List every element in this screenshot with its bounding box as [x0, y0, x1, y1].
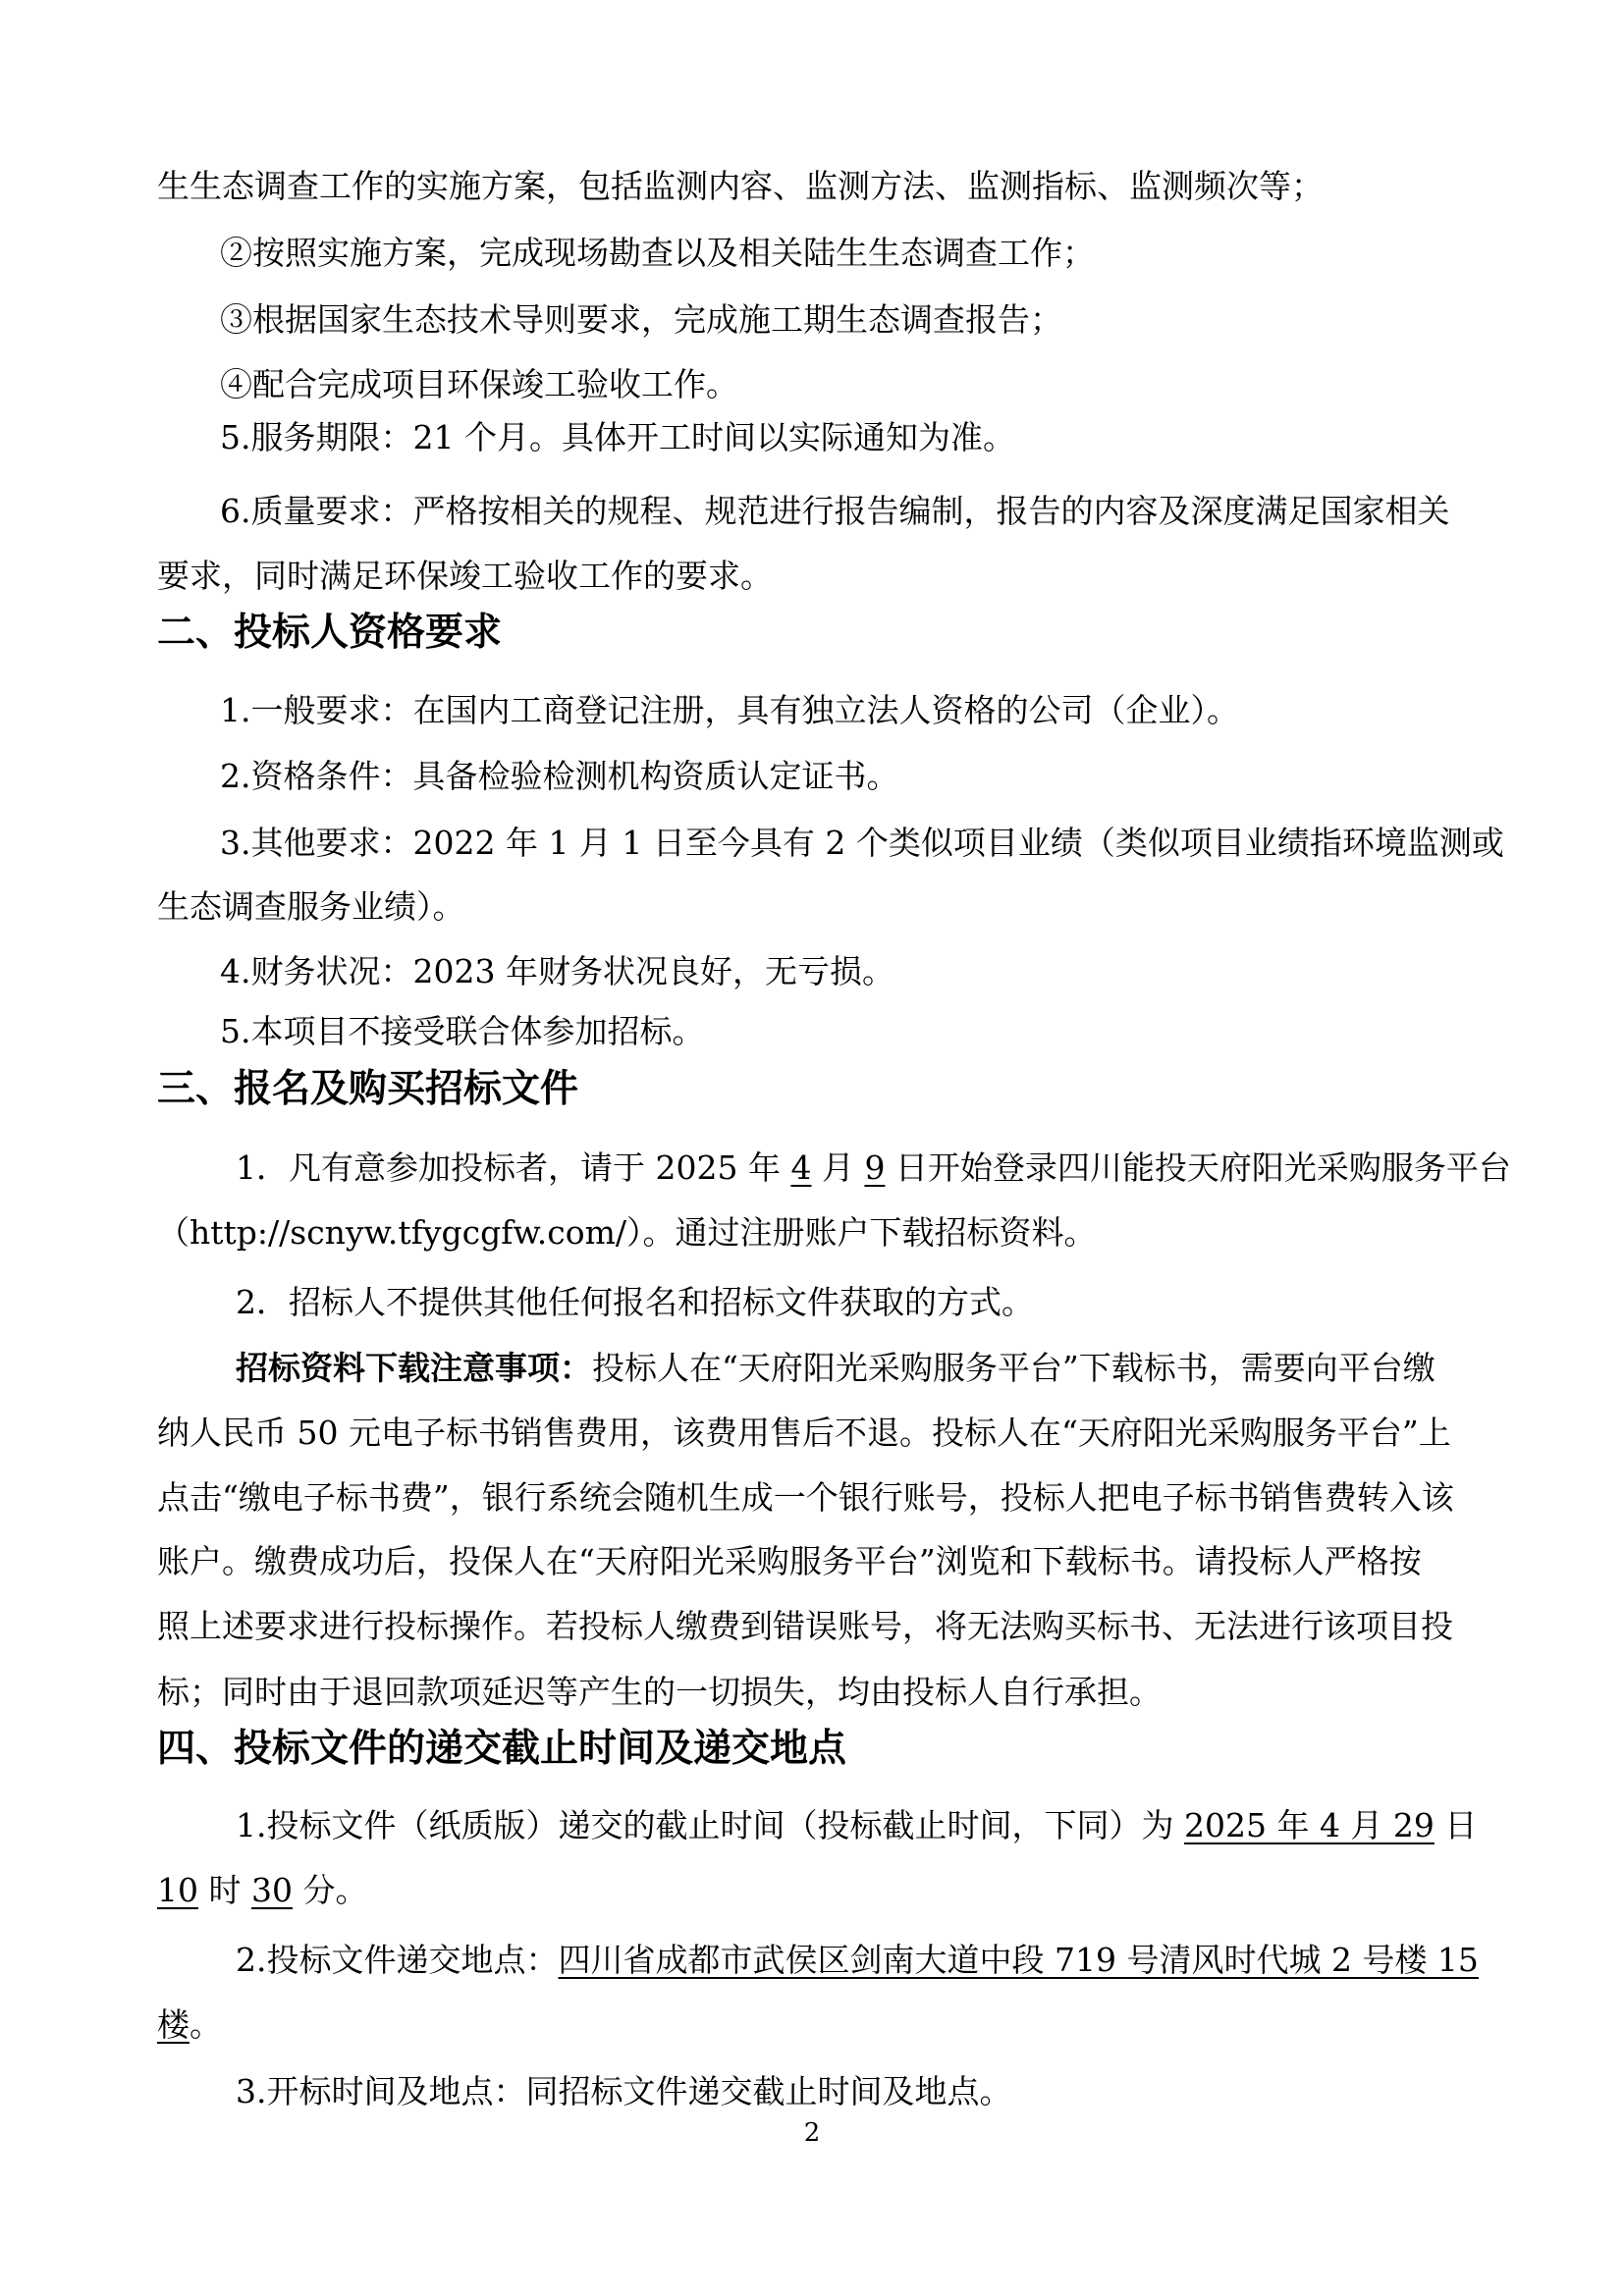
submission-location-address-end: 楼 — [157, 2005, 189, 2044]
registration-day: 9 — [864, 1148, 886, 1187]
qualification-other-line1: 3.其他要求：2022 年 1 月 1 日至今具有 2 个类似项目业绩（类似项目业绩指环境监测或 — [220, 824, 1504, 862]
submission-location-prefix: 2.投标文件递交地点： — [236, 1941, 559, 1979]
submission-deadline-minute: 30 — [250, 1871, 293, 1909]
qualification-finance: 4.财务状况：2023 年财务状况良好，无亏损。 — [220, 952, 894, 990]
download-notice-line5: 照上述要求进行投标操作。若投标人缴费到错误账号，将无法购买标书、无法进行该项目投 — [157, 1607, 1453, 1645]
bid-opening-time-location: 3.开标时间及地点：同招标文件递交截止时间及地点。 — [236, 2072, 1012, 2110]
section-heading-qualification: 二、投标人资格要求 — [157, 611, 503, 655]
list-item-acceptance: ④配合完成项目环保竣工验收工作。 — [220, 365, 738, 403]
registration-start-suffix: 日开始登录四川能投天府阳光采购服务平台 — [885, 1148, 1511, 1187]
download-notice-line1 — [236, 1335, 1551, 1402]
paragraph-service-period: 5.服务期限：21 个月。具体开工时间以实际通知为准。 — [220, 418, 1015, 456]
registration-no-other-method: 2．招标人不提供其他任何报名和招标文件获取的方式。 — [236, 1283, 1034, 1321]
download-notice-line2: 纳人民币 50 元电子标书销售费用，该费用售后不退。投标人在“天府阳光采购服务平台”上 — [157, 1414, 1451, 1452]
submission-location-address: 四川省成都市武侯区剑南大道中段 719 号清风时代城 2 号楼 15 — [558, 1941, 1479, 1979]
submission-location-line2 — [157, 1992, 1473, 2058]
submission-deadline-prefix: 1.投标文件（纸质版）递交的截止时间（投标截止时间，下同）为 — [236, 1806, 1184, 1844]
download-notice-line6: 标；同时由于退回款项延迟等产生的一切损失，均由投标人自行承担。 — [157, 1673, 1162, 1711]
registration-start-prefix: 1．凡有意参加投标者，请于 2025 年 — [236, 1148, 791, 1187]
list-item-survey-report: ③根据国家生态技术导则要求，完成施工期生态调查报告； — [220, 300, 1062, 339]
submission-deadline-line1 — [236, 1792, 1551, 1859]
list-item-site-survey: ②按照实施方案，完成现场勘查以及相关陆生生态调查工作； — [220, 234, 1095, 272]
submission-deadline-line2 — [157, 1857, 1473, 1924]
submission-location-line1 — [236, 1927, 1551, 1994]
download-notice-label: 招标资料下载注意事项： — [236, 1349, 592, 1387]
download-notice-text1: 投标人在“天府阳光采购服务平台”下载标书，需要向平台缴 — [592, 1349, 1435, 1387]
qualification-no-consortium: 5.本项目不接受联合体参加招标。 — [220, 1012, 705, 1050]
qualification-other-line2: 生态调查服务业绩）。 — [157, 887, 465, 926]
submission-deadline-day-suffix: 日 — [1434, 1806, 1478, 1844]
section-heading-submission: 四、投标文件的递交截止时间及递交地点 — [157, 1727, 847, 1771]
registration-month-suffix: 月 — [811, 1148, 865, 1187]
paragraph-survey-plan-tail: 生生态调查工作的实施方案，包括监测内容、监测方法、监测指标、监测频次等； — [157, 167, 1324, 205]
qualification-general: 1.一般要求：在国内工商登记注册，具有独立法人资格的公司（企业）。 — [220, 691, 1239, 729]
submission-deadline-date: 2025 年 4 月 29 — [1183, 1806, 1435, 1844]
submission-deadline-hour: 10 — [157, 1871, 198, 1909]
registration-month: 4 — [790, 1148, 812, 1187]
qualification-certificate: 2.资格条件：具备检验检测机构资质认定证书。 — [220, 757, 899, 795]
section-heading-registration: 三、报名及购买招标文件 — [157, 1067, 579, 1111]
download-notice-line3: 点击“缴电子标书费”，银行系统会随机生成一个银行账号，投标人把电子标书销售费转入该 — [157, 1478, 1454, 1517]
page-number: 2 — [803, 2118, 821, 2148]
download-notice-line4: 账户。缴费成功后，投保人在“天府阳光采购服务平台”浏览和下载标书。请投标人严格按 — [157, 1542, 1422, 1580]
submission-location-suffix: 。 — [189, 2005, 222, 2044]
paragraph-quality-line1: 6.质量要求：严格按相关的规程、规范进行报告编制，报告的内容及深度满足国家相关 — [220, 492, 1450, 530]
registration-platform-url: （http://scnyw.tfygcgfw.com/）。通过注册账户下载招标资料。 — [157, 1213, 1097, 1252]
registration-start-line1 — [236, 1135, 1551, 1201]
submission-deadline-minute-suffix: 分。 — [292, 1871, 368, 1909]
paragraph-quality-line2: 要求，同时满足环保竣工验收工作的要求。 — [157, 557, 773, 595]
submission-deadline-hour-suffix: 时 — [198, 1871, 251, 1909]
